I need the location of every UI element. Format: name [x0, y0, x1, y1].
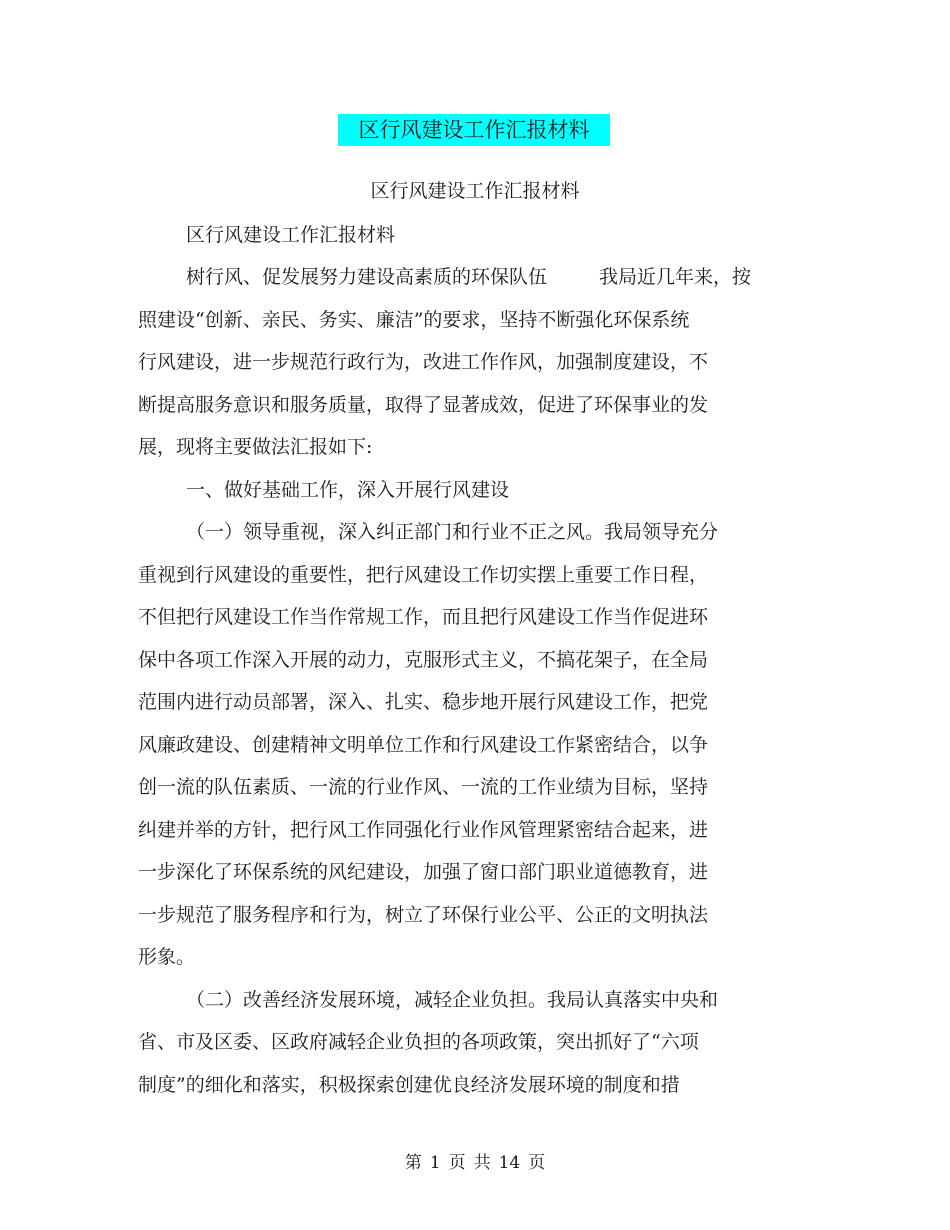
- page-footer: [0, 1150, 950, 1176]
- body-line: 不但把行风建设工作当作常规工作，而且把行风建设工作当作促进环: [138, 606, 709, 628]
- body-line: 行风建设，进一步规范行政行为，改进工作作风，加强制度建设，不: [138, 351, 709, 373]
- intro-line: [186, 262, 751, 292]
- body-line: 风廉政建设、创建精神文明单位工作和行风建设工作紧密结合，以争: [138, 734, 709, 756]
- footer-ye2: 页: [528, 1153, 546, 1173]
- body-line: （二）改善经济发展环境，减轻企业负担。我局认真落实中央和: [186, 989, 719, 1011]
- body-line: 形象。: [138, 946, 196, 968]
- body-line: 制度”的细化和落实，积极探索创建优良经济发展环境的制度和措: [138, 1074, 680, 1096]
- body-line: 纠建并举的方针，把行风工作同强化行业作风管理紧密结合起来，进: [138, 819, 709, 841]
- footer-ye: 页: [448, 1153, 466, 1173]
- body-line: 保中各项工作深入开展的动力，克服形式主义，不搞花架子，在全局: [138, 649, 709, 671]
- body-line: 一步规范了服务程序和行为，树立了环保行业公平、公正的文明执法: [138, 904, 709, 926]
- footer-di: 第: [404, 1153, 422, 1173]
- body-line: 一步深化了环保系统的风纪建设，加强了窗口部门职业道德教育，进: [138, 861, 709, 883]
- body-line: 重视到行风建设的重要性，把行风建设工作切实摆上重要工作日程，: [138, 564, 709, 586]
- body-line: 断提高服务意识和服务质量，取得了显著成效，促进了环保事业的发: [138, 394, 709, 416]
- document-heading: 区行风建设工作汇报材料: [186, 224, 396, 246]
- body-line: （一）领导重视，深入纠正部门和行业不正之风。我局领导充分: [186, 521, 719, 543]
- footer-gong: 共: [473, 1153, 491, 1173]
- section-heading: 一、做好基础工作，深入开展行风建设: [186, 479, 510, 501]
- document-title: 区行风建设工作汇报材料: [338, 114, 610, 146]
- footer-page-number: 1: [429, 1153, 441, 1173]
- body-line: 范围内进行动员部署，深入、扎实、稳步地开展行风建设工作，把党: [138, 691, 709, 713]
- body-line: 展，现将主要做法汇报如下:: [138, 436, 373, 458]
- intro-text-b: 我局近几年来，按: [599, 266, 752, 288]
- intro-text-a: 树行风、促发展努力建设高素质的环保队伍: [186, 266, 548, 288]
- body-line: 省、市及区委、区政府减轻企业负担的各项政策，突出抓好了“六项: [138, 1031, 699, 1053]
- document-subtitle: 区行风建设工作汇报材料: [370, 180, 580, 202]
- body-line: 照建设“创新、亲民、务实、廉洁”的要求，坚持不断强化环保系统: [138, 309, 690, 331]
- body-line: 创一流的队伍素质、一流的行业作风、一流的工作业绩为目标，坚持: [138, 776, 709, 798]
- footer-total-pages: 14: [498, 1153, 521, 1173]
